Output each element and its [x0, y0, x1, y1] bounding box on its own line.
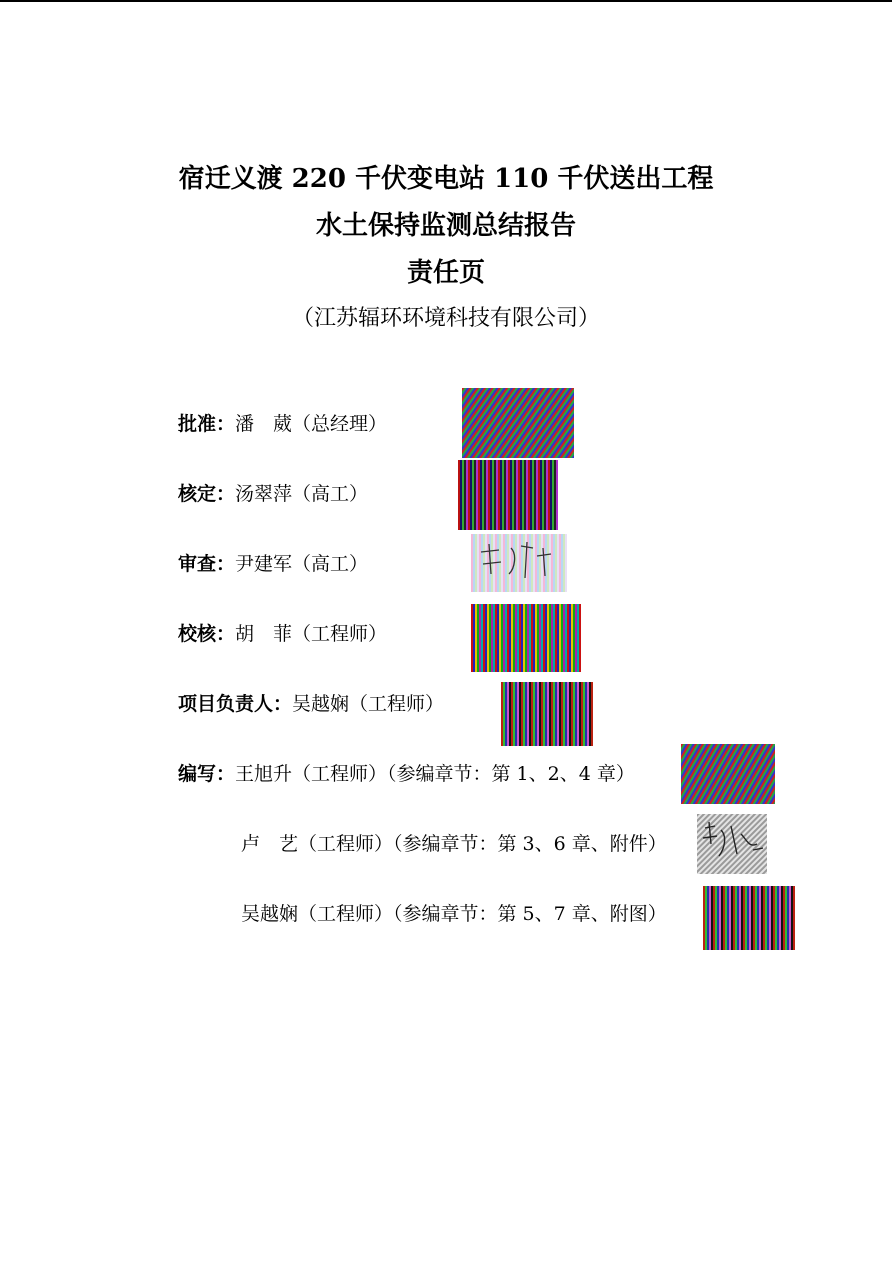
staff-row-author-2 — [241, 832, 667, 856]
role-label: 校核： — [178, 623, 236, 645]
person-name: 尹建军（高工） — [235, 553, 369, 575]
role-label: 核定： — [178, 483, 236, 505]
person-name: 汤翠萍（高工） — [235, 483, 369, 505]
staff-row-verifier — [178, 482, 368, 506]
signature-image-reviewer — [471, 534, 567, 592]
person-name: 王旭升（工程师）（参编章节：第 1、2、4 章） — [235, 763, 635, 785]
page-title: 责任页 — [406, 258, 485, 288]
signature-image-author-2 — [697, 814, 767, 874]
top-border-line — [0, 0, 892, 2]
organization-name: （江苏辐环环境科技有限公司） — [291, 306, 600, 331]
staff-row-approver — [178, 412, 387, 436]
signature-image-author-3 — [703, 886, 795, 950]
role-label: 项目负责人： — [178, 693, 293, 715]
staff-row-author-3 — [241, 902, 667, 926]
staff-row-author-1 — [178, 762, 635, 786]
signature-image-verifier — [458, 460, 558, 530]
signature-image-approver — [462, 388, 574, 458]
report-title-line1: 宿迁义渡 220 千伏变电站 110 千伏送出工程 — [178, 164, 714, 194]
person-name: 潘 葳（总经理） — [235, 413, 388, 435]
person-name: 吴越娴（工程师） — [292, 693, 445, 715]
role-label: 批准： — [178, 413, 236, 435]
report-title-line2: 水土保持监测总结报告 — [315, 211, 576, 241]
person-name: 胡 菲（工程师） — [235, 623, 388, 645]
role-label: 编写： — [178, 763, 236, 785]
staff-row-project-lead — [178, 692, 444, 716]
role-label: 审查： — [178, 553, 236, 575]
staff-row-checker — [178, 622, 387, 646]
signature-image-author-1 — [681, 744, 775, 804]
staff-row-reviewer — [178, 552, 368, 576]
person-name: 吴越娴（工程师）（参编章节：第 5、7 章、附图） — [241, 903, 667, 925]
signature-image-checker — [471, 604, 581, 672]
person-name: 卢 艺（工程师）（参编章节：第 3、6 章、附件） — [241, 833, 667, 855]
signature-image-project-lead — [501, 682, 593, 746]
